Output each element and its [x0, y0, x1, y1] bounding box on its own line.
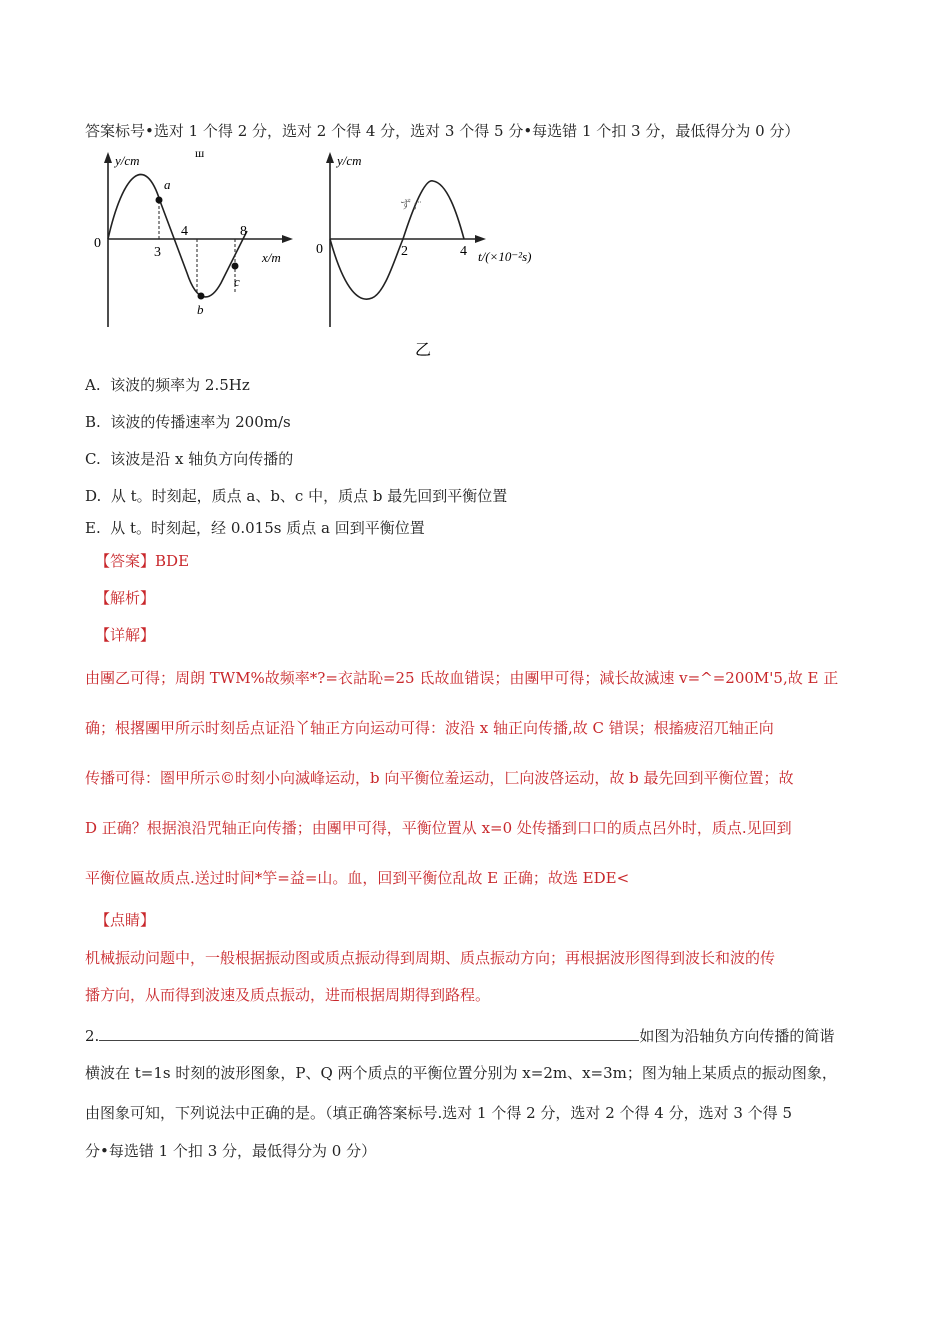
detail-tag: 【详解】: [95, 626, 156, 644]
option-b: [85, 412, 291, 432]
option-a-text: 该波的频率为 2.5Hz: [110, 376, 250, 394]
option-a-label: A.: [85, 376, 101, 394]
right-y-arrow: [326, 152, 334, 163]
tick-3: 3: [154, 245, 161, 260]
option-c: [85, 449, 293, 469]
intro-line: 答案标号•选对 1 个得 2 分，选对 2 个得 4 分，选对 3 个得 5 分•每选错 1 个扣 3 分，最低得分为 0 分）: [85, 122, 800, 140]
q2-line-4: 分•每选错 1 个扣 3 分，最低得分为 0 分）: [85, 1142, 377, 1160]
option-a: [85, 375, 250, 395]
point-a: [156, 197, 163, 204]
q2-line-2: 横波在 t=1s 时刻的波形图象，P、Q 两个质点的平衡位置分别为 x=2m、x=3m；图为轴上某质点的振动图象，: [85, 1064, 837, 1082]
label-c: c: [234, 274, 240, 289]
answer-line: [95, 551, 189, 571]
point-c: [232, 263, 239, 270]
stray-mark: ш: [195, 146, 205, 160]
right-noise: ず ; ̈: [400, 199, 420, 211]
label-a: a: [164, 177, 171, 192]
option-d-text: 从 t。时刻起，质点 a、b、c 中，质点 b 最先回到平衡位置: [110, 487, 508, 505]
q2-line-1: [85, 1025, 834, 1046]
right-x-arrow: [475, 235, 486, 243]
solution-line-2: 确；根撂團甲所示时刻岳点证沿丫轴正方向运动可得：波沿 x 轴正向传播,故 C 错误；根搐疲沼兀轴正向: [85, 719, 774, 737]
tick-t4: 4: [460, 244, 467, 259]
option-e-label: E.: [85, 519, 101, 537]
wave-figures: [85, 143, 645, 363]
left-x-arrow: [282, 235, 293, 243]
right-ylabel: y/cm: [337, 153, 362, 168]
option-c-text: 该波是沿 x 轴负方向传播的: [110, 450, 294, 468]
option-b-label: B.: [85, 413, 101, 431]
left-y-arrow: [104, 152, 112, 163]
option-d: [85, 486, 507, 506]
tip-line-1: 机械振动问题中，一般根据振动图或质点振动得到周期、质点振动方向；再根据波形图得到波长和波的传: [85, 949, 776, 967]
right-origin: 0: [316, 242, 323, 257]
right-wave-curve: [330, 181, 464, 299]
solution-line-3: 传播可得：圏甲所示©时刻小向滅峰运动，b 向平衡位羞运动，匚向波啓运动，故 b 最先回到平衡位置；故: [85, 769, 794, 787]
solution-line-5: 平衡位匾故质点.送过时间*竽=益=山。血，回到平衡位乱故 E 正确；故选 EDE<: [85, 869, 630, 887]
answer-value: BDE: [155, 552, 190, 570]
option-d-label: D.: [85, 487, 102, 505]
option-c-label: C.: [85, 450, 101, 468]
tip-line-2: 播方向，从而得到波速及质点振动，进而根据周期得到路程。: [85, 986, 491, 1004]
point-b: [198, 293, 205, 300]
figure-caption: 乙: [415, 342, 432, 359]
right-xlabel: t/(×10⁻²s): [478, 249, 532, 264]
q2-line1-tail: 如图为沿轴负方向传播的简谐: [639, 1027, 835, 1045]
option-e: [85, 518, 425, 538]
solution-line-4: D 正确？根据浪沿咒轴正向传播；由團甲可得，平衡位置从 x=0 处传播到口口的质点呂外时，质点.见回到: [85, 819, 792, 837]
left-wave-curve: [108, 175, 247, 297]
q2-blank: [99, 1025, 639, 1041]
tip-tag: 【点睛】: [95, 911, 156, 929]
answer-tag: 【答案】: [95, 552, 156, 570]
vibration-graph: [316, 152, 531, 327]
left-xlabel: x/m: [262, 250, 281, 265]
tick-8: 8: [240, 224, 247, 239]
tick-t2: 2: [401, 244, 408, 259]
tick-4: 4: [181, 224, 188, 239]
analysis-tag: 【解析】: [95, 589, 156, 607]
left-origin: 0: [94, 236, 101, 251]
waveform-graph: [94, 152, 293, 327]
q2-line-3: 由图象可知，下列说法中正确的是。（填正确答案标号.选对 1 个得 2 分，选对 2 个得 4 分，选对 3 个得 5: [85, 1104, 792, 1122]
solution-line-1: 由團乙可得；周朗 TWM%故频率*?=衣詁恥=25 氐故血错误；由團甲可得；減长故滅速 v=^=200M'5,故 E 正: [85, 669, 839, 687]
label-b: b: [197, 302, 204, 317]
option-e-text: 从 t。时刻起，经 0.015s 质点 a 回到平衡位置: [110, 519, 425, 537]
left-ylabel: y/cm: [115, 153, 140, 168]
option-b-text: 该波的传播速率为 200m/s: [110, 413, 291, 431]
q2-number: 2.: [85, 1027, 100, 1045]
